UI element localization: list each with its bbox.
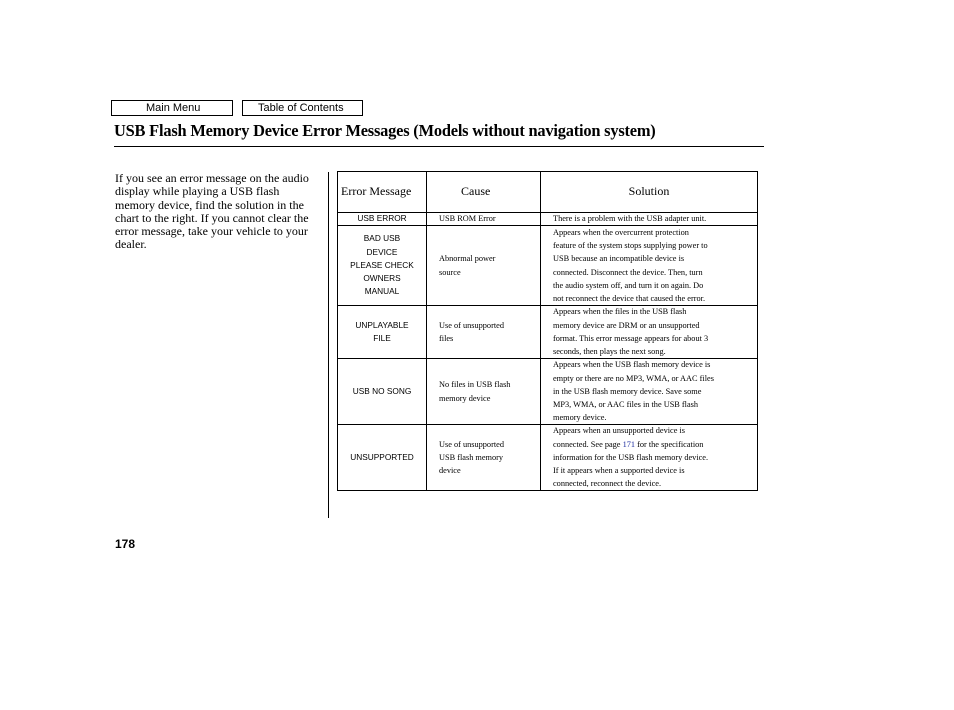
error-message-cell: UNSUPPORTED [338, 425, 427, 490]
solution-cell: There is a problem with the USB adapter unit. [553, 214, 707, 224]
solution-cell: Appears when the overcurrent protection feature of the system stops supplying power to USB because an incompatible device is connected. Disconnect the device. Then, turn the audio system off, and turn it on again. Do not reconnect the device that caused the error. [553, 227, 708, 304]
table-of-contents-button[interactable]: Table of Contents [242, 100, 363, 116]
title-divider [114, 146, 764, 147]
cause-cell: USB ROM Error [427, 213, 541, 225]
header-cause: Cause [427, 172, 541, 212]
cause-cell: Abnormal power source [427, 226, 541, 305]
page-171-link[interactable]: 171 [622, 439, 636, 449]
column-divider [328, 172, 329, 518]
header-error-message: Error Message [338, 172, 427, 212]
cause-cell: Use of unsupported USB flash memory device [427, 425, 541, 490]
error-message-cell: USB ERROR [338, 213, 427, 225]
solution-cell: Appears when the USB flash memory device is empty or there are no MP3, WMA, or AAC files in the USB flash memory device. Save some MP3, WMA, or AAC files in the USB flash memory device. [553, 360, 714, 423]
table-row [338, 306, 757, 359]
page-number: 178 [115, 537, 136, 551]
table-row [338, 425, 757, 490]
table-row [338, 226, 757, 306]
solution-cell: Appears when the files in the USB flash memory device are DRM or an unsupported format. This error message appears for about 3 seconds, then plays the next song. [553, 307, 709, 357]
intro-paragraph: If you see an error message on the audio display while playing a USB flash memory device, find the solution in the chart to the right. If you cannot clear the error message, take your vehicle to your dealer. [115, 171, 309, 252]
table-row [338, 359, 757, 425]
solution-cell: Appears when an unsupported device is connected. See page 171 for the specification information for the USB flash memory device. If it appears when a supported device is connected, reconnect the device. [553, 426, 709, 489]
error-message-cell: BAD USB DEVICE PLEASE CHECK OWNERS MANUAL [338, 226, 427, 305]
error-message-cell: UNPLAYABLE FILE [338, 306, 427, 358]
error-message-cell: USB NO SONG [338, 359, 427, 424]
table-row [338, 213, 757, 226]
main-menu-button[interactable]: Main Menu [111, 100, 233, 116]
cause-cell: No files in USB flash memory device [427, 359, 541, 424]
header-solution: Solution [628, 184, 670, 199]
cause-cell: Use of unsupported files [427, 306, 541, 358]
page-title: USB Flash Memory Device Error Messages (Models without navigation system) [114, 121, 656, 140]
error-message-table [337, 171, 758, 491]
table-header-row [338, 172, 757, 213]
